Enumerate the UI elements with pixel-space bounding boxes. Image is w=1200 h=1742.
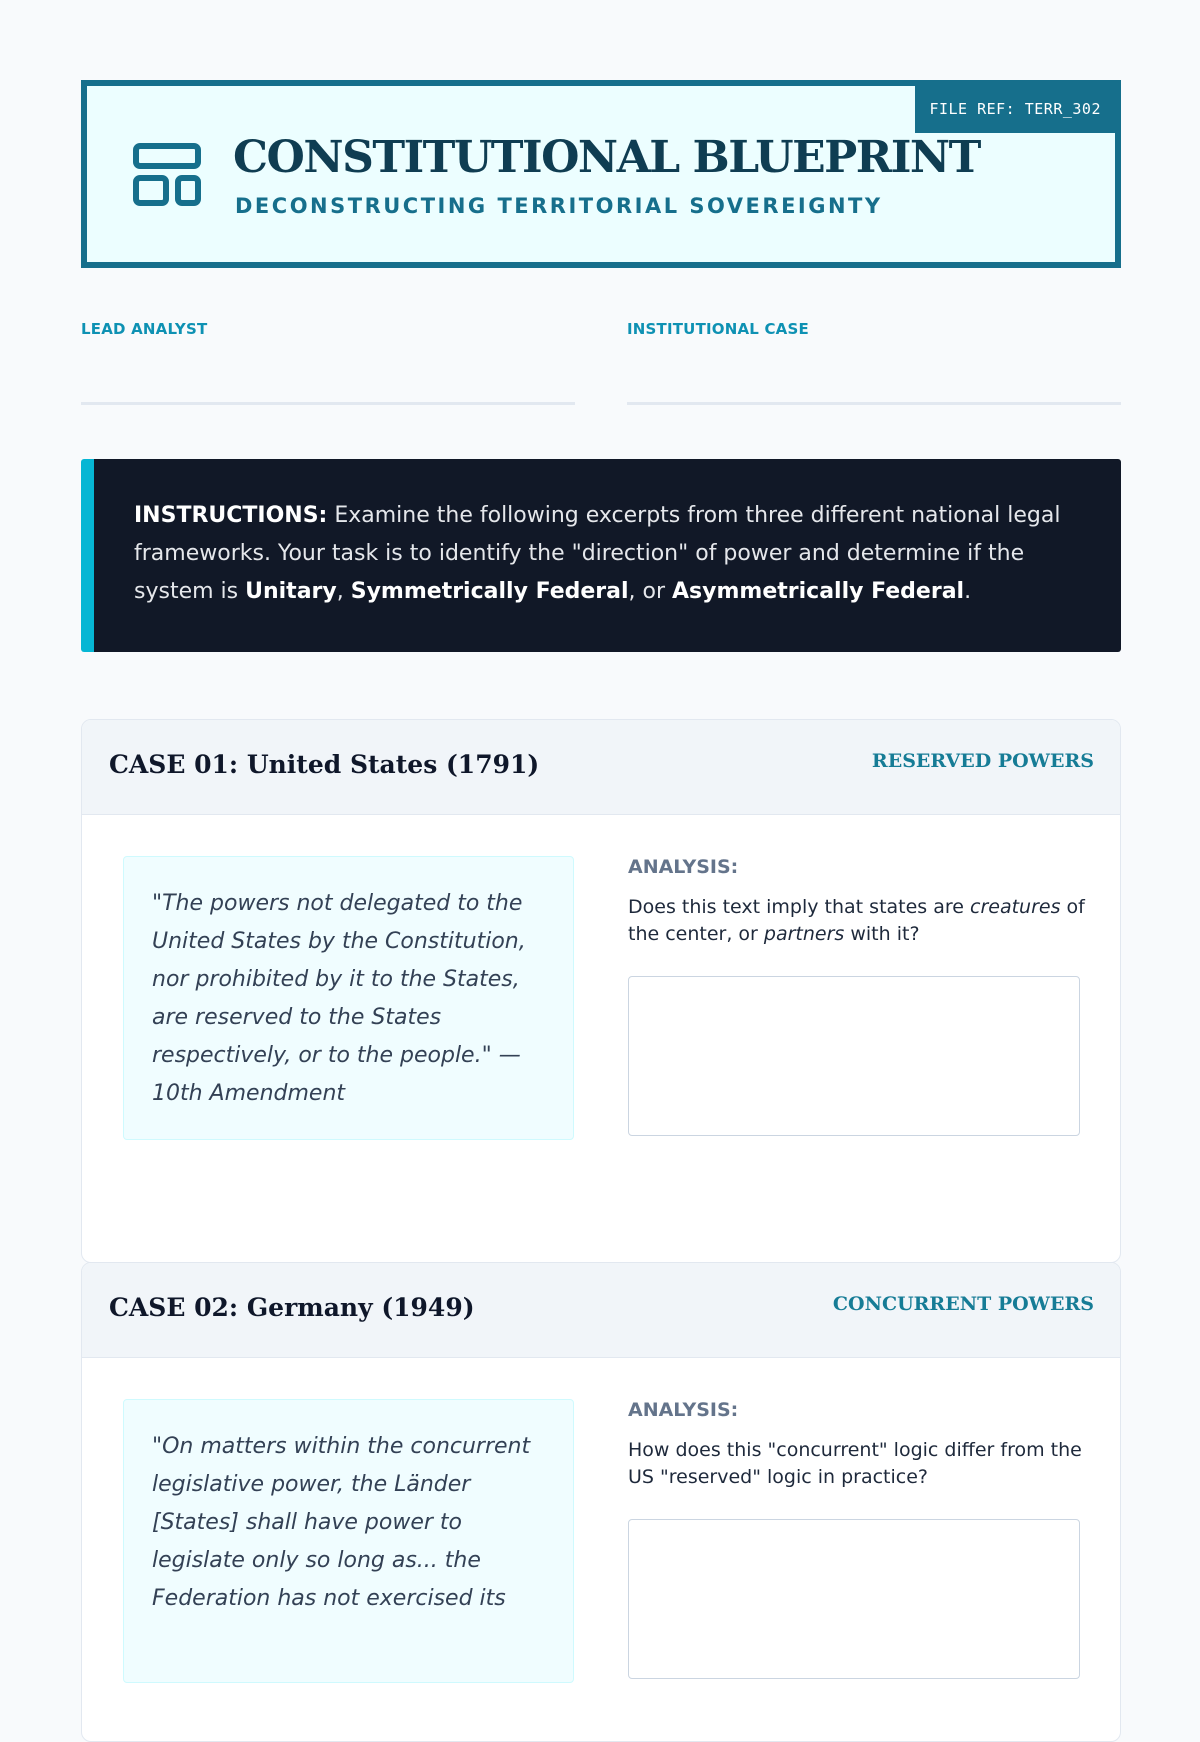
institutional-case-input[interactable] <box>627 384 1121 405</box>
instructions-text: Examine the following excerpts from three different national legal frameworks. Your task is to identify the "direction" of power and determine if the system is <box>134 503 1061 604</box>
case-quote: "On matters within the concurrent legislative power, the Länder [States] shall have power to legislate only so long as... the Federation has not exercised its <box>123 1399 574 1683</box>
analysis-question <box>628 894 1088 948</box>
worksheet-page <box>81 80 1121 1611</box>
analysis-label: ANALYSIS: <box>628 856 739 878</box>
answer-textarea[interactable] <box>628 976 1080 1136</box>
case-quote: "The powers not delegated to the United States by the Constitution, nor prohibited by it to the States, are reserved to the States respectively, or to the people." — 10th Amendment <box>123 856 574 1140</box>
institutional-case-label: INSTITUTIONAL CASE <box>627 320 809 338</box>
answer-textarea[interactable] <box>628 1519 1080 1679</box>
instructions-lead: INSTRUCTIONS: <box>134 503 328 528</box>
layout-blueprint-icon <box>133 140 203 210</box>
instructions-sep: , or <box>628 579 673 604</box>
term-asymmetric: Asymmetrically Federal <box>672 579 965 604</box>
analysis-question: How does this "concurrent" logic differ from the US "reserved" logic in practice? <box>628 1439 1082 1488</box>
institutional-case-field <box>627 320 1121 405</box>
case-title: CASE 02: Germany (1949) <box>109 1293 475 1322</box>
instructions-sep: , <box>336 579 351 604</box>
question-text: of the center, or <box>628 896 1085 945</box>
analysis-label: ANALYSIS: <box>628 1399 739 1421</box>
case-card <box>81 1262 1121 1742</box>
term-unitary: Unitary <box>245 579 337 604</box>
analyst-fields <box>81 320 1121 410</box>
lead-analyst-label: LEAD ANALYST <box>81 320 208 338</box>
page-subtitle: DECONSTRUCTING TERRITORIAL SOVEREIGNTY <box>235 194 883 218</box>
instructions-panel <box>81 459 1121 652</box>
case-header <box>82 1263 1120 1358</box>
lead-analyst-input[interactable] <box>81 384 575 405</box>
instructions-end: . <box>964 579 972 604</box>
header-banner <box>81 80 1121 268</box>
case-card <box>81 719 1121 1263</box>
lead-analyst-field <box>81 320 575 405</box>
question-emphasis: partners <box>763 923 845 945</box>
question-emphasis: creatures <box>970 896 1061 918</box>
file-ref-badge: FILE REF: TERR_302 <box>915 86 1115 133</box>
page-title: CONSTITUTIONAL BLUEPRINT <box>233 132 980 183</box>
case-tag: CONCURRENT POWERS <box>832 1293 1094 1315</box>
case-title: CASE 01: United States (1791) <box>109 750 540 779</box>
question-text: Does this text imply that states are <box>628 896 970 918</box>
term-symmetric: Symmetrically Federal <box>350 579 629 604</box>
case-tag: RESERVED POWERS <box>871 750 1094 772</box>
question-text: with it? <box>844 923 920 945</box>
case-header <box>82 720 1120 815</box>
